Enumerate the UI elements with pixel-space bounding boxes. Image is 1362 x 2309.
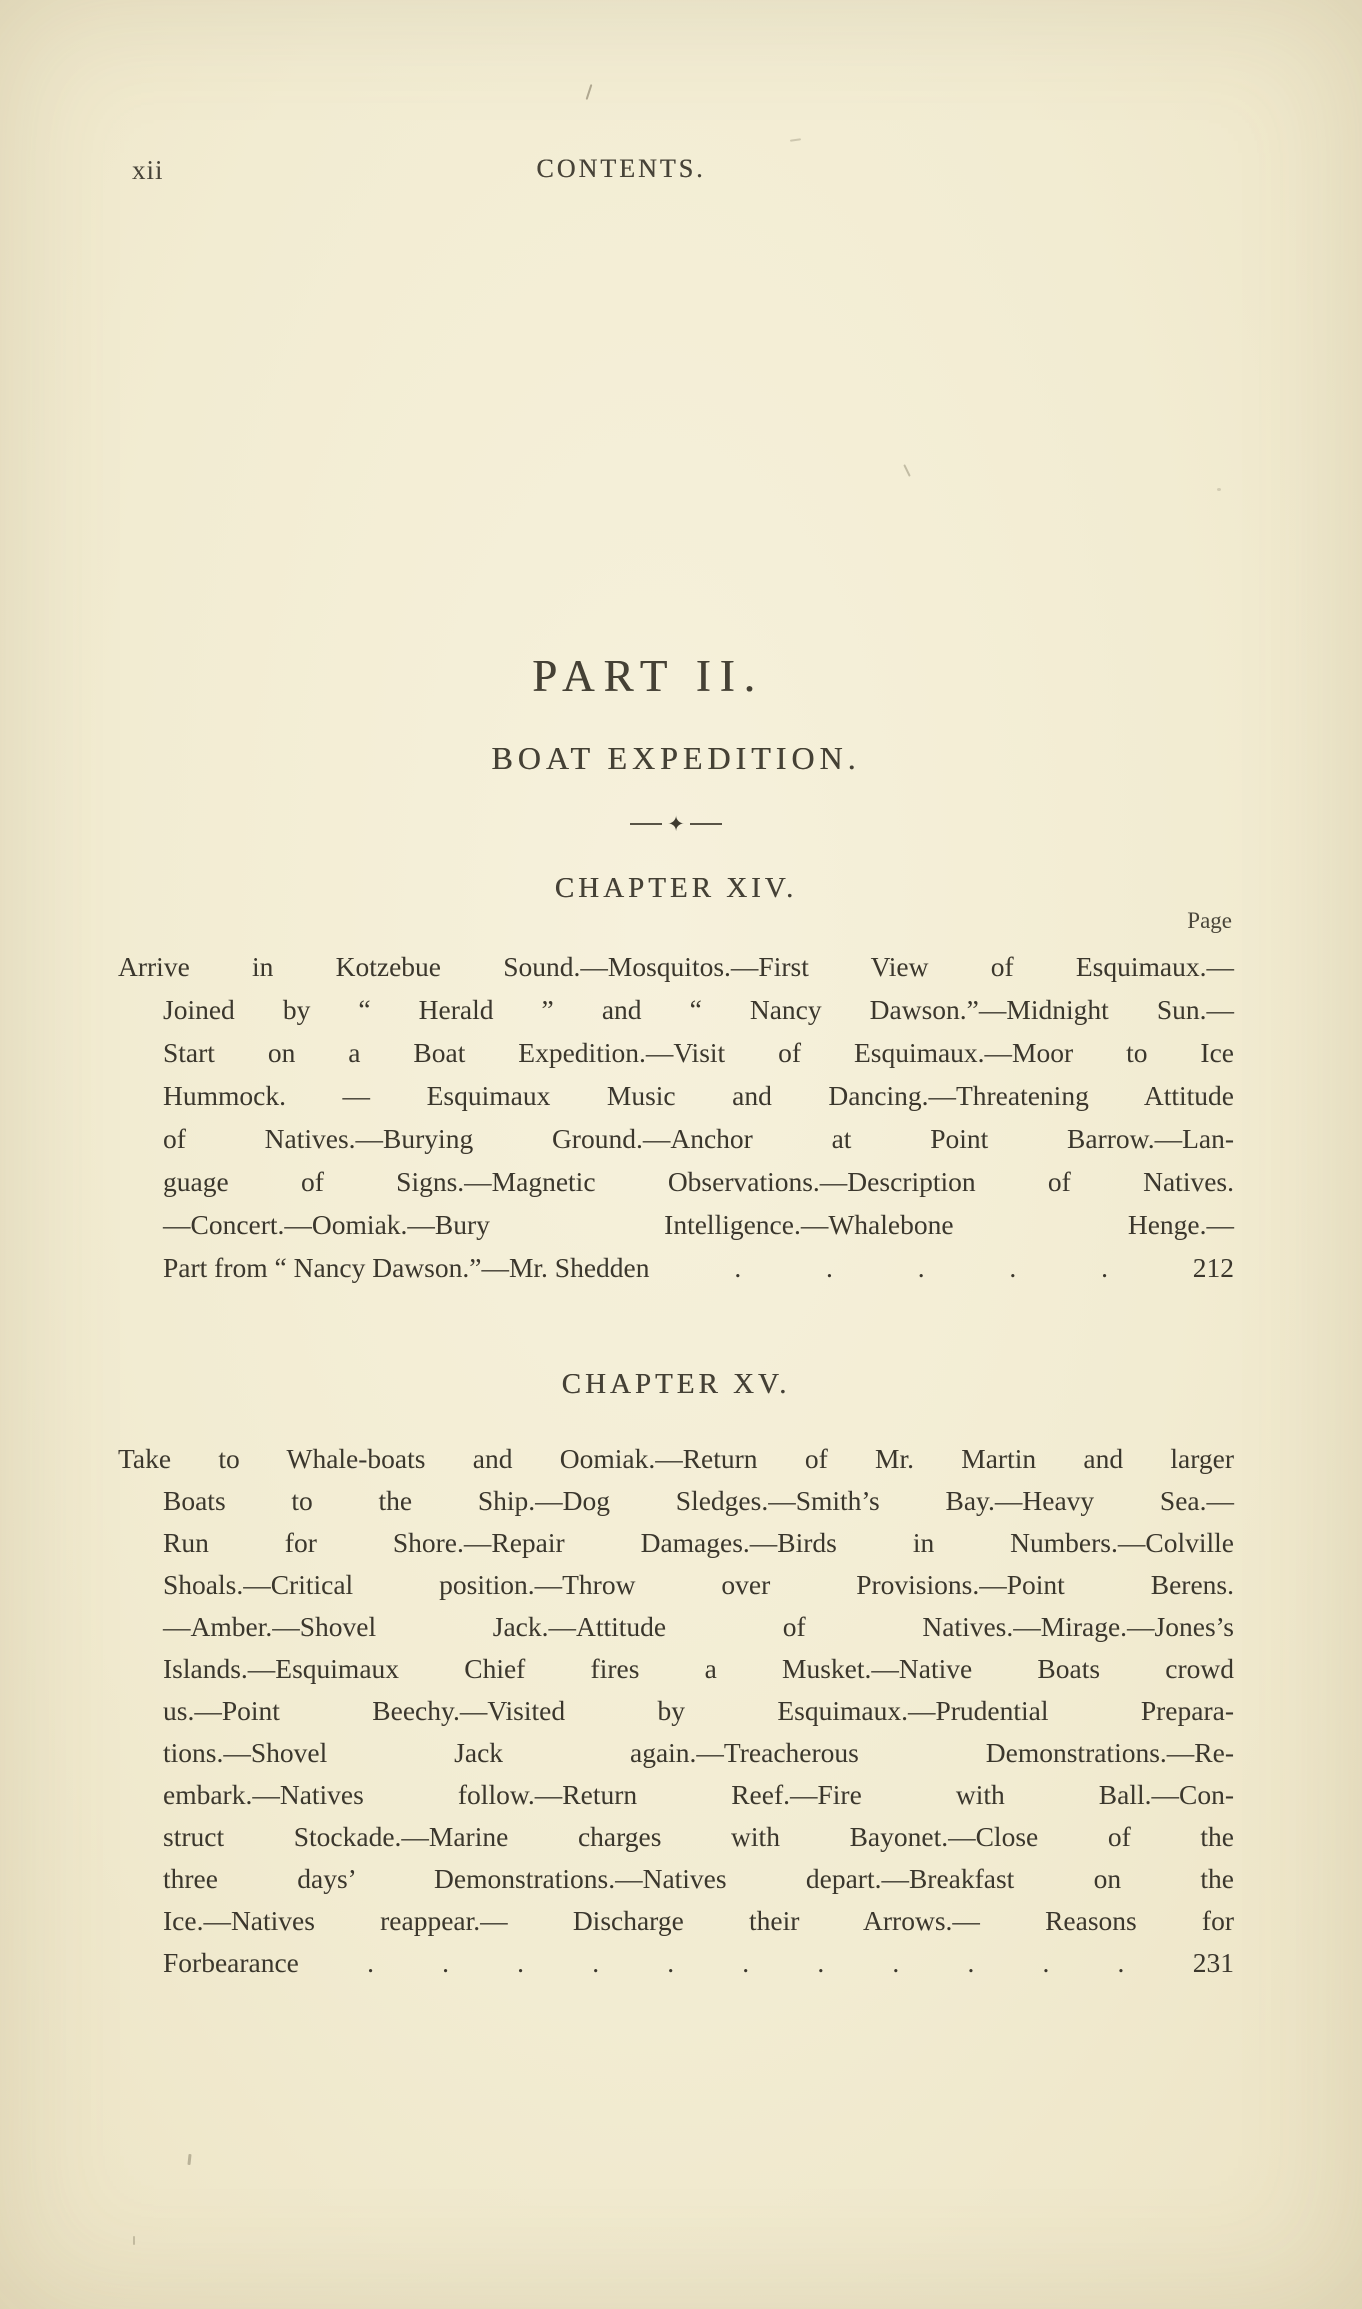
leader-dot: . [592,1947,600,1978]
leader-dot: . [817,1947,825,1978]
leader-dots [650,1246,1193,1289]
leader-dot: . [967,1947,975,1978]
summary-line: Run for Shore.—Repair Damages.—Birds in Numbers.—Colville [163,1527,1234,1558]
divider-ornament [118,812,1234,836]
summary-line: us.—Point Beechy.—Visited by Esquimaux.—Prudential Prepara- [163,1695,1234,1726]
chapter-summary [118,1438,1234,1984]
leader-dot: . [1117,1947,1125,1978]
summary-line: Boats to the Ship.—Dog Sledges.—Smith’s Bay.—Heavy Sea.— [163,1485,1234,1516]
summary-line: tions.—Shovel Jack again.—Treacherous Demonstrations.—Re- [163,1737,1234,1768]
summary-tail-line [118,1246,1234,1289]
part-title: PART II. [532,651,764,701]
summary-line: Islands.—Esquimaux Chief fires a Musket.—Native Boats crowd [163,1653,1234,1684]
leader-dot: . [892,1947,900,1978]
leader-dot: . [1042,1947,1050,1978]
page-column-label: Page [1187,908,1232,933]
leader-dot: . [734,1252,742,1283]
summary-tail-line [118,1942,1234,1984]
summary-line: Joined by “ Herald ” and “ Nancy Dawson.”—Midnight Sun.— [163,994,1234,1025]
chapter [118,1368,1234,1978]
summary-line: embark.—Natives follow.—Return Reef.—Fire with Ball.—Con- [163,1779,1234,1810]
leader-dot: . [442,1947,449,1978]
chapter-heading: CHAPTER XIV. [554,872,798,904]
chapter-heading: CHAPTER XV. [561,1368,791,1400]
scan-artifact [133,2236,135,2245]
four-pointed-star-icon: ✦ [667,811,685,836]
summary-line: Arrive in Kotzebue Sound.—Mosquitos.—First View of Esquimaux.— [118,951,1234,982]
leader-dot: . [1101,1252,1108,1283]
running-head: CONTENTS. [536,154,706,183]
page-number: 231 [1192,1947,1234,1978]
summary-line: —Amber.—Shovel Jack.—Attitude of Natives.—Mirage.—Jones’s [163,1611,1234,1642]
leader-dot: . [742,1947,750,1978]
summary-line: —Concert.—Oomiak.—Bury Intelligence.—Whalebone Henge.— [163,1209,1234,1240]
leader-dot: . [667,1947,675,1978]
summary-line: Start on a Boat Expedition.—Visit of Esquimaux.—Moor to Ice [163,1037,1234,1068]
tail-text: Forbearance [163,1947,299,1978]
leader-dots [299,1942,1193,1984]
leader-dot: . [917,1252,925,1283]
summary-line: Hummock. — Esquimaux Music and Dancing.—Threatening Attitude [163,1080,1234,1111]
page-number: 212 [1192,1252,1234,1283]
summary-line: guage of Signs.—Magnetic Observations.—Description of Natives. [163,1166,1234,1197]
scan-artifact [1217,488,1221,491]
ornament-rule-right [690,823,722,825]
summary-line: Take to Whale-boats and Oomiak.—Return of Mr. Martin and larger [118,1443,1234,1474]
summary-line: of Natives.—Burying Ground.—Anchor at Point Barrow.—Lan- [163,1123,1234,1154]
summary-line: Shoals.—Critical position.—Throw over Provisions.—Point Berens. [163,1569,1234,1600]
leader-dot: . [826,1252,833,1283]
summary-line: three days’ Demonstrations.—Natives depart.—Breakfast on the [163,1863,1234,1894]
part-subtitle: BOAT EXPEDITION. [491,740,861,776]
chapter-summary [118,945,1234,1289]
leader-dot: . [1009,1252,1017,1283]
tail-text: Part from “ Nancy Dawson.”—Mr. Shedden [163,1252,650,1283]
leader-dot: . [367,1947,374,1978]
leader-dot: . [517,1947,525,1978]
summary-line: Ice.—Natives reappear.— Discharge their Arrows.— Reasons for [163,1905,1234,1936]
text-column [118,0,1234,2309]
summary-line: struct Stockade.—Marine charges with Bayonet.—Close of the [163,1821,1234,1852]
folio-page-number: xii [132,155,164,185]
ornament-rule-left [630,823,662,825]
